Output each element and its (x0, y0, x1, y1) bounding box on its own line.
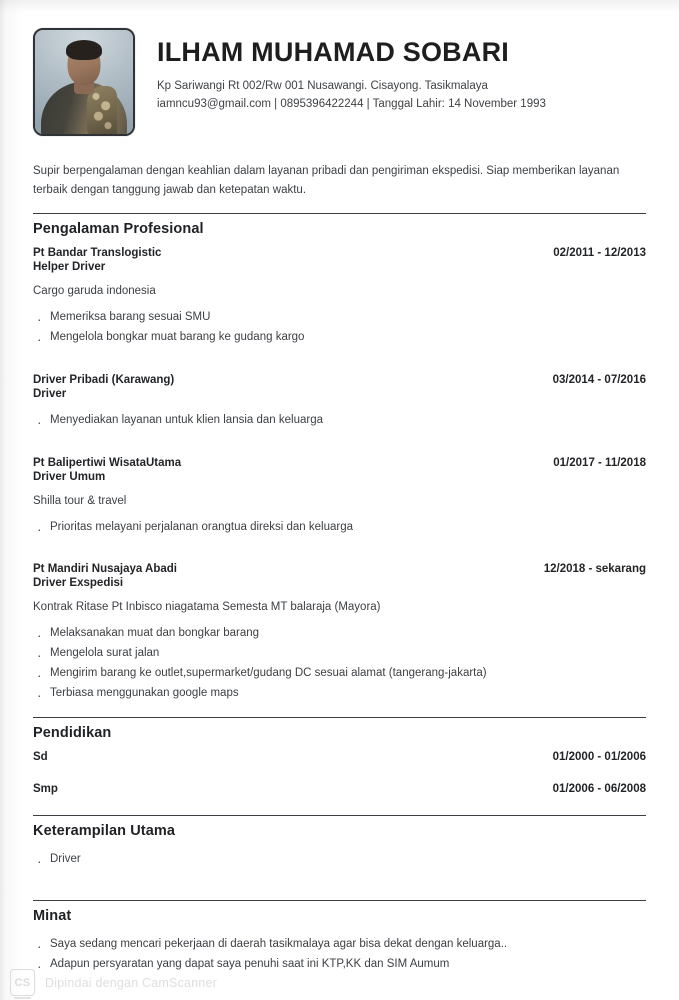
resume-header (33, 0, 646, 136)
section-experience (33, 213, 646, 703)
education-row (33, 783, 646, 795)
entry-role: Driver (33, 387, 67, 400)
entry-date-range: 01/2017 - 11/2018 (553, 456, 646, 469)
list-item: · Driver (33, 850, 646, 870)
entry-note: Cargo garuda indonesia (33, 285, 156, 298)
list-item: · Mengelola surat jalan (33, 644, 646, 664)
education-level: Smp (33, 783, 58, 796)
spacer (33, 870, 646, 886)
camscanner-watermark (10, 969, 217, 996)
entry-organization: Pt Bandar Translogistic (33, 247, 162, 260)
entry-bullet-list (33, 308, 646, 348)
spacer (33, 435, 646, 457)
skills-bullet-list (33, 850, 646, 870)
entry-organization: Pt Balipertiwi WisataUtama (33, 456, 182, 469)
entry-header (33, 247, 646, 259)
experience-entry (33, 563, 646, 703)
section-divider (33, 900, 646, 901)
spacer (33, 352, 646, 374)
experience-entry (33, 457, 646, 538)
list-item: · Melaksanakan muat dan bongkar barang (33, 624, 646, 644)
entry-note: Shilla tour & travel (33, 494, 127, 507)
entry-role: Driver Umum (33, 470, 106, 483)
watermark-text: Dipindai dengan CamScanner (45, 975, 217, 990)
section-title-education: Pendidikan (33, 725, 112, 742)
entry-role: Helper Driver (33, 261, 106, 274)
education-date-range: 01/2006 - 06/2008 (552, 783, 646, 796)
contact-line: iamncu93@gmail.com | 0895396422244 | Tanggal Lahir: 14 November 1993 (157, 98, 546, 111)
profile-photo (33, 28, 135, 136)
list-item: · Mengelola bongkar muat barang ke gudang kargo (33, 328, 646, 348)
entry-organization: Pt Mandiri Nusajaya Abadi (33, 563, 177, 576)
list-item: · Terbiasa menggunakan google maps (33, 684, 646, 704)
spacer (33, 541, 646, 563)
entry-role: Driver Exspedisi (33, 577, 124, 590)
page-title: ILHAM MUHAMAD SOBARI (157, 37, 509, 67)
entry-bullet-list (33, 411, 646, 431)
list-item: · Saya sedang mencari pekerjaan di daerah tasikmalaya agar bisa dekat dengan keluarga.. (33, 935, 646, 955)
entry-bullet-list (33, 624, 646, 703)
section-divider (33, 717, 646, 718)
list-item: · Adapun persyaratan yang dapat saya penuhi saat ini KTP,KK dan SIM Aumum (33, 955, 646, 975)
entry-bullet-list (33, 518, 646, 538)
section-title-skills: Keterampilan Utama (33, 823, 176, 840)
experience-entry (33, 247, 646, 348)
entry-header (33, 457, 646, 469)
professional-summary: Supir berpengalaman dengan keahlian dalam layanan pribadi dan pengiriman ekspedisi. Siap memberikan layanan terbaik dengan tanggung jawab dan ketepatan waktu. (33, 165, 620, 196)
entry-note: Kontrak Ritase Pt Inbisco niagatama Semesta MT balaraja (Mayora) (33, 601, 381, 614)
section-title-experience: Pengalaman Profesional (33, 221, 204, 238)
entry-date-range: 02/2011 - 12/2013 (553, 247, 646, 260)
entry-organization: Driver Pribadi (Karawang) (33, 373, 175, 386)
section-divider (33, 815, 646, 816)
education-level: Sd (33, 751, 48, 764)
photo-hair (66, 40, 102, 60)
entry-header (33, 374, 646, 386)
experience-entry (33, 374, 646, 431)
section-education (33, 717, 646, 795)
list-item: · Memeriksa barang sesuai SMU (33, 308, 646, 328)
list-item: · Mengirim barang ke outlet,supermarket/gudang DC sesuai alamat (tangerang-jakarta) (33, 664, 646, 684)
entry-header (33, 563, 646, 575)
address-line: Kp Sariwangi Rt 002/Rw 001 Nusawangi. Cisayong. Tasikmalaya (157, 79, 488, 92)
education-row (33, 751, 646, 763)
section-interests (33, 900, 646, 975)
identity-block (157, 28, 546, 114)
section-title-interests: Minat (33, 908, 72, 925)
section-skills (33, 815, 646, 870)
entry-date-range: 03/2014 - 07/2016 (552, 373, 646, 386)
photo-backdrop (35, 30, 133, 134)
list-item: · Prioritas melayani perjalanan orangtua direksi dan keluarga (33, 518, 646, 538)
education-date-range: 01/2000 - 01/2006 (552, 751, 646, 764)
list-item: · Menyediakan layanan untuk klien lansia dan keluarga (33, 411, 646, 431)
entry-date-range: 12/2018 - sekarang (543, 563, 646, 576)
resume-content (33, 0, 646, 975)
camscanner-icon: CS (10, 969, 35, 996)
section-divider (33, 213, 646, 214)
